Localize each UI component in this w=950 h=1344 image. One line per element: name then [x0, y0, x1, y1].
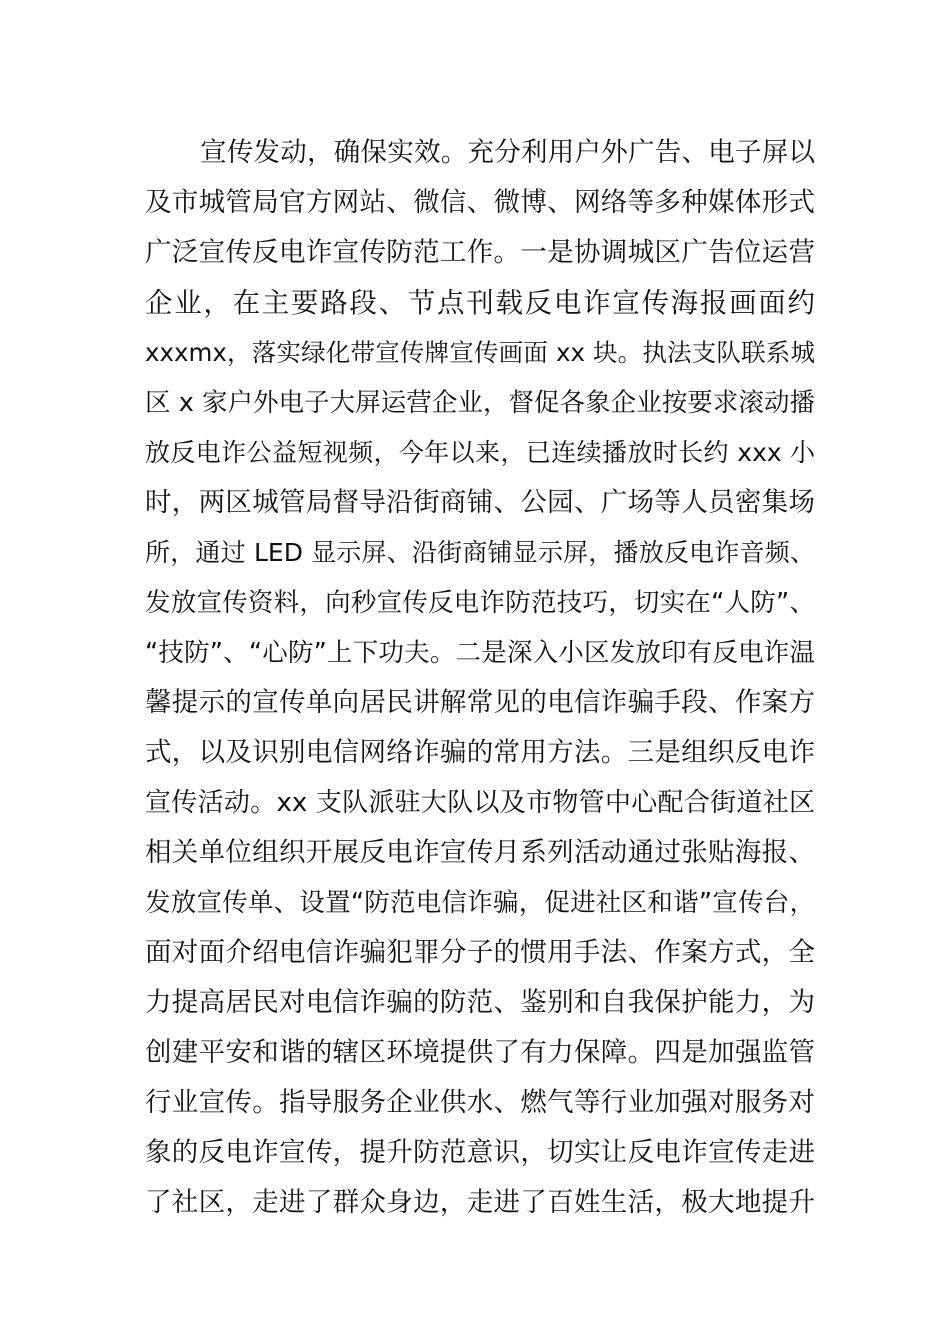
text-line-21: 象的反电诈宣传，提升防范意识，切实让反电诈宣传走进 — [145, 1137, 815, 1168]
text-line-2: 及市城管局官方网站、微信、微博、网络等多种媒体形式 — [145, 187, 815, 218]
text-line-15: 相关单位组织开展反电诈宣传月系列活动通过张贴海报、 — [145, 837, 815, 868]
text-line-14: 宣传活动。xx 支队派驻大队以及市物管中心配合街道社区 — [145, 788, 815, 818]
text-line-13: 式，以及识别电信网络诈骗的常用方法。三是组织反电诈 — [145, 737, 815, 768]
text-line-22: 了社区，走进了群众身边，走进了百姓生活，极大地提升 — [145, 1187, 815, 1218]
text-line-12: 馨提示的宣传单向居民讲解常见的电信诈骗手段、作案方 — [145, 687, 815, 718]
body-paragraph — [145, 128, 815, 1228]
text-line-1: 宣传发动，确保实效。充分利用户外广告、电子屏以 — [200, 137, 815, 168]
text-line-16: 发放宣传单、设置“防范电信诈骗，促进社区和谐”宣传台， — [145, 888, 815, 918]
text-line-9: 所，通过 LED 显示屏、沿街商铺显示屏，播放反电诈音频、 — [145, 538, 815, 567]
text-line-5: xxxmx，落实绿化带宣传牌宣传画面 xx 块。执法支队联系城 — [145, 338, 815, 367]
text-line-8: 时，两区城管局督导沿街商铺、公园、广场等人员密集场 — [145, 487, 815, 518]
text-line-11: “技防”、“心防”上下功夫。二是深入小区发放印有反电诈温 — [145, 638, 815, 668]
text-line-4: 企业，在主要路段、节点刊载反电诈宣传海报画面约 — [145, 287, 815, 319]
text-line-19: 创建平安和谐的辖区环境提供了有力保障。四是加强监管 — [145, 1037, 815, 1068]
text-line-6: 区 x 家户外电子大屏运营企业，督促各象企业按要求滚动播 — [145, 388, 815, 418]
text-line-7: 放反电诈公益短视频，今年以来，已连续播放时长约 xxx 小 — [145, 438, 815, 467]
text-line-10: 发放宣传资料，向秒宣传反电诈防范技巧，切实在“人防”、 — [145, 588, 815, 618]
text-line-3: 广泛宣传反电诈宣传防范工作。一是协调城区广告位运营 — [145, 237, 815, 268]
text-line-17: 面对面介绍电信诈骗犯罪分子的惯用手法、作案方式，全 — [145, 937, 815, 968]
text-line-18: 力提高居民对电信诈骗的防范、鉴别和自我保护能力，为 — [145, 987, 815, 1018]
text-line-20: 行业宣传。指导服务企业供水、燃气等行业加强对服务对 — [145, 1087, 815, 1118]
